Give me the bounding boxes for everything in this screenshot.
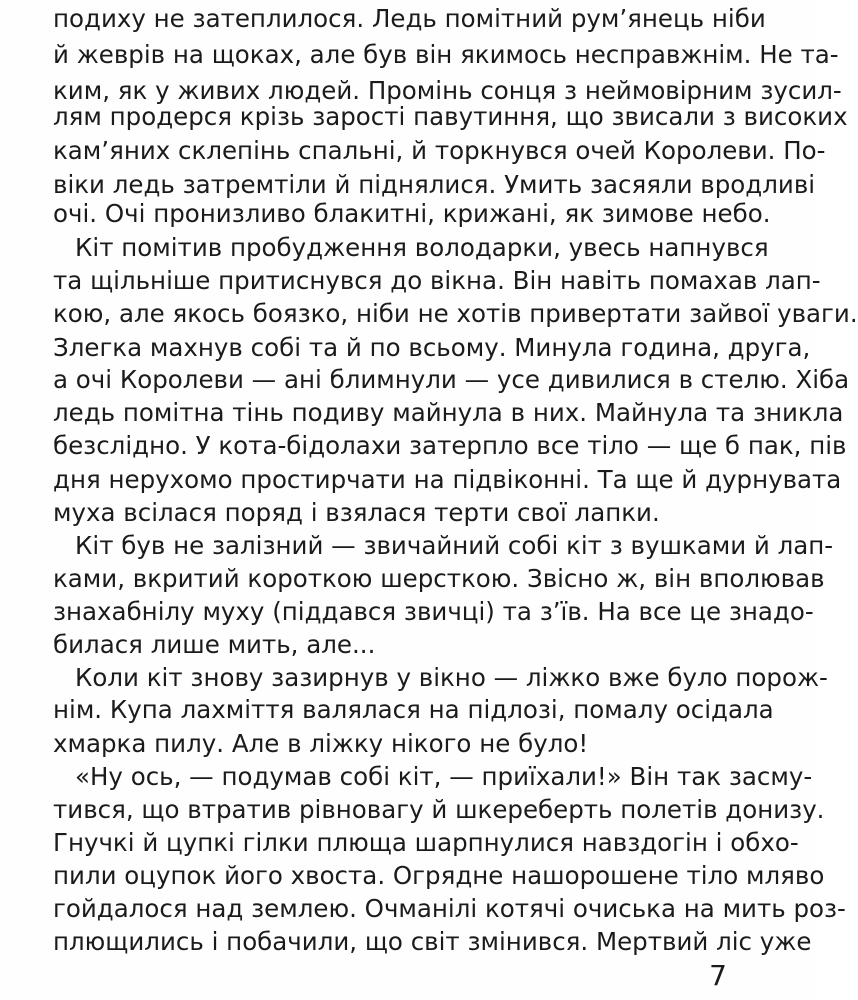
text-line: нім. Купа лахміття валялася на підлозі, помалу осідала (53, 695, 774, 724)
text-line: Злегка махнув собі та й по всьому. Минула година, друга, (53, 333, 811, 362)
text-line: ками, вкритий короткою шерсткою. Звісно ж, він вполював (53, 564, 825, 593)
text-line: Кіт помітив пробудження володарки, увесь напнувся (75, 233, 769, 262)
text-line: й жеврів на щоках, але був він якимось несправжнім. Не та- (53, 40, 839, 69)
text-line: ледь помітна тінь подиву майнула в них. Майнула та зникла (53, 398, 844, 427)
text-line: Кіт був не залізний — звичайний собі кіт з вушками й лап- (75, 531, 834, 560)
page-number: 7 (709, 959, 727, 992)
text-line: кою, але якось боязко, ніби не хотів привертати зайвої уваги. (53, 299, 858, 328)
text-line: безслідно. У кота-бідолахи затерпло все тіло — ще б пак, пів (53, 431, 847, 460)
text-line: пили оцупок його хвоста. Огрядне нашорошене тіло мляво (53, 861, 825, 890)
text-line: тився, що втратив рівновагу й шкереберть полетів донизу. (53, 795, 825, 824)
text-line: билася лише мить, але... (53, 630, 376, 659)
text-line: Гнучкі й цупкі гілки плюща шарпнулися навздогін і обхо- (53, 828, 799, 857)
text-line: Коли кіт знову зазирнув у вікно — ліжко вже було порож- (75, 663, 828, 692)
text-line: хмарка пилу. Але в ліжку нікого не було! (53, 729, 589, 758)
text-line: знахабнілу муху (піддався звичці) та з’їв. На все це знадо- (53, 597, 814, 626)
text-line: гойдалося над землею. Очманілі котячі очиська на мить роз- (53, 894, 846, 923)
text-line: а очі Королеви — ані блимнули — усе дивилися в стелю. Хіба (53, 365, 850, 394)
text-line: та щільніше притиснувся до вікна. Він навіть помахав лап- (53, 266, 821, 295)
text-line: плющились і побачили, що світ змінився. Мертвий ліс уже (53, 927, 812, 956)
text-line: дня нерухомо простирчати на підвіконні. Та ще й дурнувата (53, 465, 842, 494)
text-line: муха всілася поряд і взялася терти свої лапки. (53, 498, 660, 527)
text-line: «Ну ось, — подумав собі кіт, — приїхали!» Він так засму- (75, 762, 813, 791)
text-line: ким, як у живих людей. Промінь сонця з неймовірним зусил- (53, 76, 842, 105)
text-line: лям продерся крізь зарості павутиння, що звисали з високих (53, 102, 848, 131)
text-line: кам’яних склепінь спальні, й торкнувся очей Королеви. По- (53, 136, 826, 165)
text-line: очі. Очі пронизливо блакитні, крижані, як зимове небо. (53, 199, 771, 228)
text-line: віки ледь затремтіли й піднялися. Умить засяяли вродливі (53, 170, 816, 199)
text-line: подиху не затеплилося. Ледь помітний рум’янець ніби (53, 4, 766, 33)
